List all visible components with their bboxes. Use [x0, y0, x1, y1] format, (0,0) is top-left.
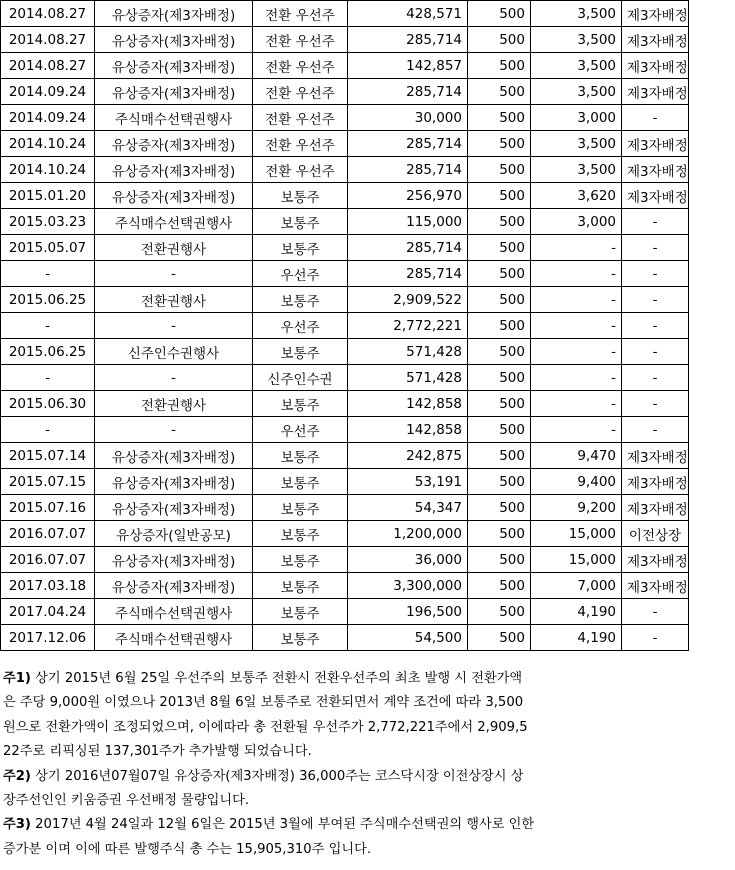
face-value-cell: 500	[468, 1, 531, 27]
issue-type-cell: -	[95, 365, 253, 391]
table-row	[1, 599, 689, 625]
quantity-cell: 54,347	[348, 495, 468, 521]
issue-type-cell: 유상증자(제3자배정)	[95, 79, 253, 105]
face-value-cell: 500	[468, 287, 531, 313]
quantity-cell: 2,909,522	[348, 287, 468, 313]
issue-date-cell: 2015.05.07	[1, 235, 95, 261]
quantity-cell: 30,000	[348, 105, 468, 131]
table-row	[1, 573, 689, 599]
share-kind-cell: 전환 우선주	[253, 27, 348, 53]
footnote-line	[3, 667, 603, 691]
footnote-text: 원으로 전환가액이 조정되었으며, 이에따라 총 전환될 우선주가 2,772,221주에서 2,909,5	[3, 719, 528, 735]
remark-cell: 제3자배정	[622, 469, 689, 495]
footnote-label: 주2)	[3, 768, 31, 784]
issue-type-cell: 주식매수선택권행사	[95, 625, 253, 651]
share-kind-cell: 보통주	[253, 391, 348, 417]
issue-date-cell: -	[1, 417, 95, 443]
issue-date-cell: 2014.09.24	[1, 79, 95, 105]
remark-cell: -	[622, 599, 689, 625]
quantity-cell: 285,714	[348, 79, 468, 105]
face-value-cell: 500	[468, 625, 531, 651]
issue-type-cell: 전환권행사	[95, 287, 253, 313]
issue-type-cell: -	[95, 313, 253, 339]
issue-type-cell: 전환권행사	[95, 391, 253, 417]
table-row	[1, 547, 689, 573]
issue-price-cell: 3,000	[531, 105, 622, 131]
share-kind-cell: 신주인수권	[253, 365, 348, 391]
table-row	[1, 183, 689, 209]
issue-date-cell: 2014.09.24	[1, 105, 95, 131]
share-kind-cell: 보통주	[253, 625, 348, 651]
remark-cell: -	[622, 339, 689, 365]
share-kind-cell: 우선주	[253, 417, 348, 443]
issue-date-cell: 2015.01.20	[1, 183, 95, 209]
footnote-line	[3, 789, 603, 813]
quantity-cell: 142,858	[348, 417, 468, 443]
table-row	[1, 521, 689, 547]
table-row	[1, 287, 689, 313]
remark-cell: -	[622, 105, 689, 131]
share-kind-cell: 전환 우선주	[253, 1, 348, 27]
share-kind-cell: 전환 우선주	[253, 157, 348, 183]
remark-cell: -	[622, 391, 689, 417]
issue-price-cell: 3,500	[531, 131, 622, 157]
face-value-cell: 500	[468, 79, 531, 105]
issue-date-cell: 2016.07.07	[1, 521, 95, 547]
issue-price-cell: -	[531, 391, 622, 417]
share-kind-cell: 전환 우선주	[253, 131, 348, 157]
footnote-line	[3, 691, 603, 715]
table-row	[1, 235, 689, 261]
issue-type-cell: -	[95, 417, 253, 443]
table-row	[1, 79, 689, 105]
footnote-line	[3, 813, 603, 837]
quantity-cell: 2,772,221	[348, 313, 468, 339]
table-row	[1, 469, 689, 495]
remark-cell: -	[622, 625, 689, 651]
issue-date-cell: 2014.08.27	[1, 27, 95, 53]
issue-type-cell: 유상증자(일반공모)	[95, 521, 253, 547]
quantity-cell: 54,500	[348, 625, 468, 651]
table-row	[1, 157, 689, 183]
issue-price-cell: 3,500	[531, 157, 622, 183]
remark-cell: 제3자배정	[622, 443, 689, 469]
face-value-cell: 500	[468, 443, 531, 469]
face-value-cell: 500	[468, 53, 531, 79]
issue-date-cell: 2015.03.23	[1, 209, 95, 235]
share-kind-cell: 보통주	[253, 495, 348, 521]
issue-type-cell: 전환권행사	[95, 235, 253, 261]
issue-date-cell: 2015.07.16	[1, 495, 95, 521]
share-kind-cell: 보통주	[253, 287, 348, 313]
face-value-cell: 500	[468, 105, 531, 131]
issue-date-cell: 2015.07.15	[1, 469, 95, 495]
remark-cell: 제3자배정	[622, 79, 689, 105]
footnote-text: 상기 2016년07월07일 유상증자(제3자배정) 36,000주는 코스닥시장 이전상장시 상	[30, 768, 524, 784]
face-value-cell: 500	[468, 209, 531, 235]
remark-cell: 제3자배정	[622, 495, 689, 521]
issue-price-cell: -	[531, 417, 622, 443]
table-row	[1, 27, 689, 53]
footnote-label: 주3)	[3, 817, 31, 833]
table-row	[1, 391, 689, 417]
face-value-cell: 500	[468, 573, 531, 599]
issue-date-cell: 2015.06.30	[1, 391, 95, 417]
face-value-cell: 500	[468, 131, 531, 157]
share-kind-cell: 보통주	[253, 183, 348, 209]
share-kind-cell: 우선주	[253, 261, 348, 287]
share-kind-cell: 보통주	[253, 469, 348, 495]
issue-date-cell: 2014.08.27	[1, 1, 95, 27]
issue-type-cell: 유상증자(제3자배정)	[95, 157, 253, 183]
remark-cell: 제3자배정	[622, 573, 689, 599]
quantity-cell: 142,858	[348, 391, 468, 417]
issue-date-cell: 2014.08.27	[1, 53, 95, 79]
issue-type-cell: 유상증자(제3자배정)	[95, 53, 253, 79]
issue-type-cell: 주식매수선택권행사	[95, 599, 253, 625]
quantity-cell: 242,875	[348, 443, 468, 469]
table-row	[1, 339, 689, 365]
issue-price-cell: 3,500	[531, 1, 622, 27]
remark-cell: -	[622, 365, 689, 391]
remark-cell: 이전상장	[622, 521, 689, 547]
remark-cell: 제3자배정	[622, 547, 689, 573]
remark-cell: -	[622, 417, 689, 443]
issue-date-cell: 2014.10.24	[1, 157, 95, 183]
issue-price-cell: 3,000	[531, 209, 622, 235]
share-kind-cell: 보통주	[253, 521, 348, 547]
issue-price-cell: 3,500	[531, 27, 622, 53]
footnote-line	[3, 716, 603, 740]
issue-price-cell: 4,190	[531, 599, 622, 625]
remark-cell: -	[622, 313, 689, 339]
share-kind-cell: 보통주	[253, 547, 348, 573]
face-value-cell: 500	[468, 235, 531, 261]
issue-type-cell: 유상증자(제3자배정)	[95, 547, 253, 573]
issue-type-cell: 유상증자(제3자배정)	[95, 183, 253, 209]
table-row	[1, 313, 689, 339]
issue-type-cell: 유상증자(제3자배정)	[95, 131, 253, 157]
share-kind-cell: 보통주	[253, 599, 348, 625]
issue-date-cell: -	[1, 313, 95, 339]
face-value-cell: 500	[468, 365, 531, 391]
quantity-cell: 53,191	[348, 469, 468, 495]
quantity-cell: 142,857	[348, 53, 468, 79]
issue-type-cell: 유상증자(제3자배정)	[95, 443, 253, 469]
face-value-cell: 500	[468, 495, 531, 521]
quantity-cell: 1,200,000	[348, 521, 468, 547]
issue-type-cell: 유상증자(제3자배정)	[95, 1, 253, 27]
issue-price-cell: 9,200	[531, 495, 622, 521]
footnote-text: 2017년 4월 24일과 12월 6일은 2015년 3월에 부여된 주식매수선택권의 행사로 인한	[30, 817, 535, 833]
share-kind-cell: 보통주	[253, 235, 348, 261]
issue-price-cell: -	[531, 287, 622, 313]
issue-type-cell: 유상증자(제3자배정)	[95, 27, 253, 53]
issue-price-cell: 9,470	[531, 443, 622, 469]
remark-cell: -	[622, 287, 689, 313]
quantity-cell: 285,714	[348, 131, 468, 157]
footnote-text: 상기 2015년 6월 25일 우선주의 보통주 전환시 전환우선주의 최초 발행 시 전환가액	[30, 671, 523, 686]
face-value-cell: 500	[468, 157, 531, 183]
remark-cell: 제3자배정	[622, 183, 689, 209]
issue-date-cell: 2015.06.25	[1, 339, 95, 365]
face-value-cell: 500	[468, 27, 531, 53]
issue-type-cell: 신주인수권행사	[95, 339, 253, 365]
quantity-cell: 196,500	[348, 599, 468, 625]
issue-type-cell: 주식매수선택권행사	[95, 105, 253, 131]
issue-type-cell: 유상증자(제3자배정)	[95, 469, 253, 495]
issue-price-cell: -	[531, 313, 622, 339]
table-row	[1, 105, 689, 131]
remark-cell: 제3자배정	[622, 131, 689, 157]
issue-price-cell: -	[531, 365, 622, 391]
footnote-text: 은 주당 9,000원 이였으나 2013년 8월 6일 보통주로 전환되면서 계약 조건에 따라 3,500	[3, 695, 524, 711]
share-kind-cell: 전환 우선주	[253, 105, 348, 131]
issue-price-cell: -	[531, 261, 622, 287]
issue-date-cell: 2017.03.18	[1, 573, 95, 599]
issue-type-cell: 유상증자(제3자배정)	[95, 573, 253, 599]
issue-price-cell: 3,500	[531, 79, 622, 105]
footnote-text: 증가분 이며 이에 따른 발행주식 총 수는 15,905,310주 입니다.	[3, 841, 372, 857]
footnote-label: 주1)	[3, 671, 31, 686]
quantity-cell: 285,714	[348, 261, 468, 287]
issue-date-cell: 2015.06.25	[1, 287, 95, 313]
footnote-line	[3, 838, 603, 862]
share-kind-cell: 전환 우선주	[253, 53, 348, 79]
issue-type-cell: -	[95, 261, 253, 287]
share-kind-cell: 전환 우선주	[253, 79, 348, 105]
issue-type-cell: 주식매수선택권행사	[95, 209, 253, 235]
issue-price-cell: 9,400	[531, 469, 622, 495]
footnotes	[3, 667, 603, 862]
share-kind-cell: 우선주	[253, 313, 348, 339]
face-value-cell: 500	[468, 313, 531, 339]
quantity-cell: 285,714	[348, 157, 468, 183]
remark-cell: 제3자배정	[622, 53, 689, 79]
quantity-cell: 256,970	[348, 183, 468, 209]
issue-price-cell: -	[531, 235, 622, 261]
share-kind-cell: 보통주	[253, 339, 348, 365]
issue-date-cell: 2017.12.06	[1, 625, 95, 651]
face-value-cell: 500	[468, 547, 531, 573]
footnote-line	[3, 740, 603, 764]
table-row	[1, 495, 689, 521]
issue-price-cell: 4,190	[531, 625, 622, 651]
issue-date-cell: -	[1, 261, 95, 287]
remark-cell: -	[622, 209, 689, 235]
issue-price-cell: 3,500	[531, 53, 622, 79]
issue-date-cell: -	[1, 365, 95, 391]
quantity-cell: 571,428	[348, 365, 468, 391]
share-kind-cell: 보통주	[253, 443, 348, 469]
remark-cell: 제3자배정	[622, 1, 689, 27]
footnote-text: 22주로 리픽싱된 137,301주가 추가발행 되었습니다.	[3, 744, 312, 760]
issue-price-cell: 7,000	[531, 573, 622, 599]
issue-price-cell: -	[531, 339, 622, 365]
quantity-cell: 285,714	[348, 235, 468, 261]
issue-date-cell: 2017.04.24	[1, 599, 95, 625]
issue-date-cell: 2014.10.24	[1, 131, 95, 157]
face-value-cell: 500	[468, 261, 531, 287]
remark-cell: -	[622, 235, 689, 261]
issue-type-cell: 유상증자(제3자배정)	[95, 495, 253, 521]
issue-price-cell: 3,620	[531, 183, 622, 209]
table-row	[1, 443, 689, 469]
table-row	[1, 53, 689, 79]
face-value-cell: 500	[468, 599, 531, 625]
face-value-cell: 500	[468, 417, 531, 443]
face-value-cell: 500	[468, 521, 531, 547]
issue-date-cell: 2015.07.14	[1, 443, 95, 469]
face-value-cell: 500	[468, 391, 531, 417]
table-row	[1, 131, 689, 157]
table-body	[1, 1, 689, 651]
face-value-cell: 500	[468, 469, 531, 495]
remark-cell: 제3자배정	[622, 27, 689, 53]
quantity-cell: 3,300,000	[348, 573, 468, 599]
table-row	[1, 417, 689, 443]
issue-date-cell: 2016.07.07	[1, 547, 95, 573]
table-row	[1, 625, 689, 651]
quantity-cell: 36,000	[348, 547, 468, 573]
table-row	[1, 1, 689, 27]
quantity-cell: 571,428	[348, 339, 468, 365]
footnote-text: 장주선인인 키움증권 우선배정 물량입니다.	[3, 793, 250, 809]
table-row	[1, 365, 689, 391]
share-kind-cell: 보통주	[253, 209, 348, 235]
face-value-cell: 500	[468, 183, 531, 209]
issue-price-cell: 15,000	[531, 547, 622, 573]
remark-cell: 제3자배정	[622, 157, 689, 183]
table-row	[1, 261, 689, 287]
quantity-cell: 285,714	[348, 27, 468, 53]
remark-cell: -	[622, 261, 689, 287]
table-row	[1, 209, 689, 235]
share-kind-cell: 보통주	[253, 573, 348, 599]
quantity-cell: 115,000	[348, 209, 468, 235]
face-value-cell: 500	[468, 339, 531, 365]
quantity-cell: 428,571	[348, 1, 468, 27]
footnote-line	[3, 765, 603, 789]
issue-price-cell: 15,000	[531, 521, 622, 547]
